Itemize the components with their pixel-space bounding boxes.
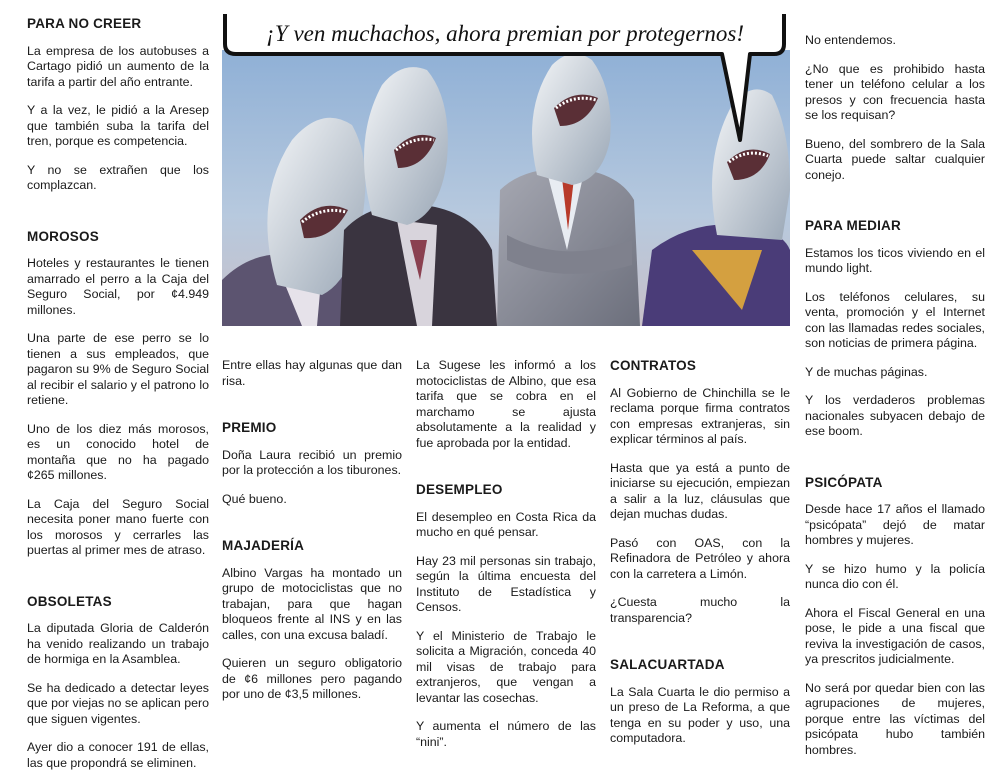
headline-contratos: CONTRATOS	[610, 358, 697, 373]
paragraph: Y se hizo humo y la policía nunca dio con él.	[805, 561, 985, 591]
headline-morosos: MOROSOS	[27, 228, 99, 244]
paragraph: Ayer dio a conocer 191 de ellas, las que propondrá se eliminen.	[27, 740, 209, 770]
paragraph: Una parte de ese perro se lo tienen a sus empleados, que pagaron su 9% de Seguro Social al recibir el salario y el patrono lo retiene.	[27, 331, 209, 407]
paragraph: La Sugese les informó a los motociclistas de Albino, que esa tarifa que se cobra en el marchamo se ajusta absolutamente a la realidad y fue aprobada por la entidad.	[416, 358, 596, 450]
paragraph: Entre ellas hay algunas que dan risa.	[222, 358, 402, 388]
paragraph: ¿Cuesta mucho la transparencia?	[610, 595, 790, 625]
headline-para-mediar: PARA MEDIAR	[805, 218, 901, 233]
paragraph: Hoteles y restaurantes le tienen amarrado el perro a la Caja del Seguro Social, por ¢4.949 millones.	[27, 256, 209, 317]
paragraph: Y no se extrañen que los complazcan.	[27, 162, 209, 192]
paragraph: Y de muchas páginas.	[805, 364, 928, 379]
speech-bubble-text: ¡Y ven muchachos, ahora premian por protegernos!	[265, 21, 745, 46]
paragraph: Desde hace 17 años el llamado “psicópata” dejó de matar hombres y mujeres.	[805, 502, 985, 547]
paragraph: La Caja del Seguro Social necesita poner mano fuerte con los morosos y cerrarles las puertas al primer mes de atraso.	[27, 496, 209, 557]
paragraph: Estamos los ticos viviendo en el mundo light.	[805, 245, 985, 275]
paragraph: Quieren un seguro obligatorio de ¢6 millones pero pagando por uno de ¢3,5 millones.	[222, 656, 402, 701]
headline-para-no-creer: PARA NO CREER	[27, 16, 142, 31]
paragraph: Al Gobierno de Chinchilla se le reclama porque firma contratos con empresas extranjeras, sin explicar términos al país.	[610, 385, 790, 446]
paragraph: Y aumenta el número de las “nini”.	[416, 719, 596, 749]
paragraph: Qué bueno.	[222, 491, 287, 506]
paragraph: La empresa de los autobuses a Cartago pidió un aumento de la tarifa a partir del año entrante.	[27, 43, 209, 89]
column-3	[416, 358, 596, 763]
headline-premio: PREMIO	[222, 420, 277, 435]
headline-obsoletas: OBSOLETAS	[27, 593, 112, 609]
column-5	[805, 33, 985, 771]
paragraph: Se ha dedicado a detectar leyes que por viejas no se aplican pero que siguen vigentes.	[27, 680, 209, 726]
headline-majaderia: MAJADERÍA	[222, 538, 305, 553]
paragraph: La Sala Cuarta le dio permiso a un preso de La Reforma, a que tenga en su poder y uso, una computadora.	[610, 684, 790, 745]
column-1	[27, 16, 209, 784]
headline-salacuartada: SALACUARTADA	[610, 657, 725, 672]
headline-psicopata: PSICÓPATA	[805, 474, 883, 490]
column-4	[610, 358, 790, 760]
paragraph: Bueno, del sombrero de la Sala Cuarta puede saltar cualquier conejo.	[805, 136, 985, 182]
paragraph: Albino Vargas ha montado un grupo de motociclistas que no trabajan, para que hagan bloqueos frente al INS y en las calles, con una excusa baladí.	[222, 565, 402, 642]
paragraph: Hay 23 mil personas sin trabajo, según la última encuesta del Instituto de Estadística y Censos.	[416, 553, 596, 614]
paragraph: La diputada Gloria de Calderón ha venido realizando un trabajo de hormiga en la Asamblea.	[27, 621, 209, 666]
paragraph: Y el Ministerio de Trabajo le solicita a Migración, conceda 40 mil visas de trabajo para extranjeros, que vengan a levantar las cosechas.	[416, 628, 596, 705]
paragraph: Pasó con OAS, con la Refinadora de Petróleo y ahora con la carretera a Limón.	[610, 535, 790, 581]
headline-desempleo: DESEMPLEO	[416, 482, 503, 497]
paragraph: No entendemos.	[805, 33, 896, 47]
paragraph: Y a la vez, le pidió a la Aresep que también suba la tarifa del tren, porque es competencia.	[27, 103, 209, 148]
paragraph: El desempleo en Costa Rica da mucho en qué pensar.	[416, 509, 596, 539]
paragraph: ¿No que es prohibido hasta tener un teléfono celular a los presos y con frecuencia hasta se los requisan?	[805, 61, 985, 122]
paragraph: Doña Laura recibió un premio por la protección a los tiburones.	[222, 447, 402, 477]
paragraph: Los teléfonos celulares, su venta, promoción y el Internet con las llamadas redes sociales, son noticias de primera página.	[805, 289, 985, 350]
paragraph: Y los verdaderos problemas nacionales subyacen debajo de ese boom.	[805, 393, 985, 438]
paragraph: No será por quedar bien con las agrupaciones de mujeres, porque entre las víctimas del psicópata hubo también hombres.	[805, 680, 985, 757]
paragraph: Hasta que ya está a punto de iniciarse su ejecución, empiezan a salir a la luz, cláusulas que dejan muchas dudas.	[610, 460, 790, 521]
column-2	[222, 358, 402, 716]
paragraph: Ahora el Fiscal General en una pose, le pide a una fiscal que reviva la investigación de casos, ya prescritos judicialmente.	[805, 605, 985, 666]
paragraph: Uno de los diez más morosos, es un conocido hotel de montaña que no ha pagado ¢265 millones.	[27, 421, 209, 482]
